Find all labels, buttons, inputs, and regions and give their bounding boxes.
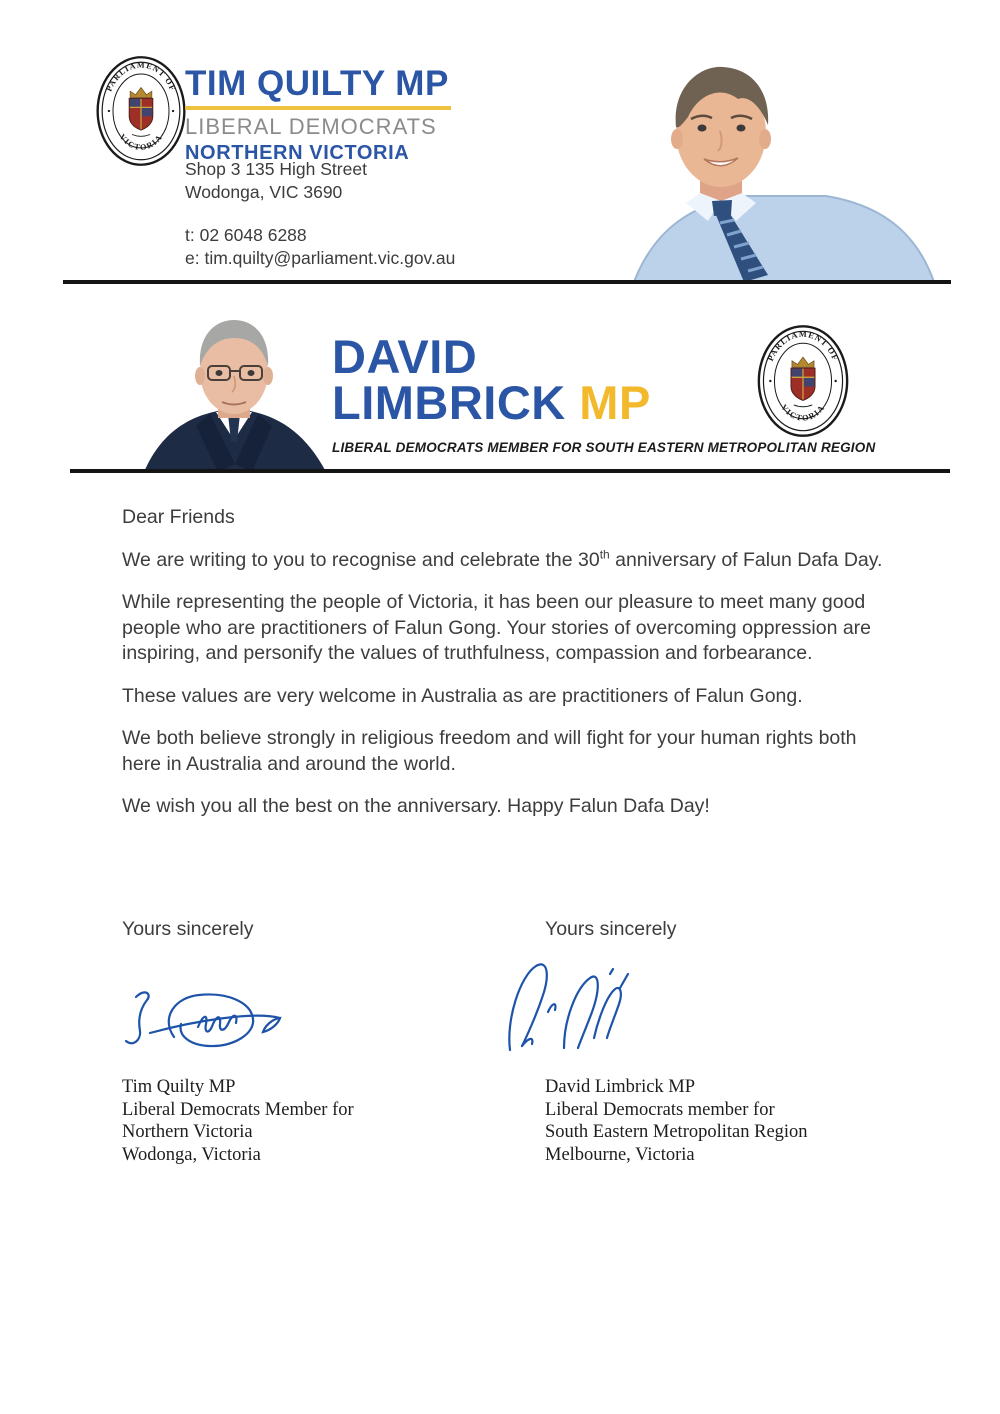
signoff-role-line: Liberal Democrats Member for xyxy=(122,1099,354,1120)
david-signoff-block xyxy=(545,1076,808,1166)
david-limbrick-photo xyxy=(140,314,330,472)
parliament-of-victoria-seal xyxy=(88,55,194,167)
signoff-region-line: South Eastern Metropolitan Region xyxy=(545,1122,808,1142)
signoff-name: David Limbrick MP xyxy=(545,1077,696,1097)
salutation: Dear Friends xyxy=(122,506,235,528)
seal-top-text: PARLIAMENT OF xyxy=(765,329,841,363)
tim-signoff-block xyxy=(122,1076,354,1166)
paragraph-anniversary xyxy=(122,548,884,574)
tim-party-label: LIBERAL DEMOCRATS xyxy=(185,114,437,139)
tim-quilty-signature xyxy=(122,975,307,1060)
seal-bottom-text: VICTORIA xyxy=(117,132,165,153)
tim-region-label: NORTHERN VICTORIA xyxy=(185,142,410,165)
para1-text-after: anniversary of Falun Dafa Day. xyxy=(609,548,883,571)
david-limbrick-name xyxy=(332,330,772,430)
address-line-2: Wodonga, VIC 3690 xyxy=(185,182,343,202)
mp-suffix: MP xyxy=(565,376,651,430)
office-contact xyxy=(185,224,455,270)
office-address xyxy=(185,158,367,204)
tim-quilty-name: TIM QUILTY MP xyxy=(185,64,449,103)
david-tagline: LIBERAL DEMOCRATS MEMBER FOR SOUTH EASTERN METROPOLITAN REGION xyxy=(332,440,876,455)
paragraph-victoria: While representing the people of Victoria, it has been our pleasure to meet many good people who are practitioners of Falun Gong. Your stories of overcoming oppression are inspiring, and personify the values of truthfulness, compassion and forbearance. xyxy=(122,591,872,664)
letter-body xyxy=(122,505,884,837)
seal-top-text: PARLIAMENT OF xyxy=(104,60,178,93)
phone-line: t: 02 6048 6288 xyxy=(185,225,307,245)
para1-text: We are writing to you to recognise and celebrate the 30 xyxy=(122,548,600,571)
seal-bottom-text: VICTORIA xyxy=(779,402,827,423)
ordinal-superscript: th xyxy=(599,547,610,561)
header-divider-line xyxy=(63,280,951,284)
signoff-region-line: Northern Victoria xyxy=(122,1122,253,1142)
closing-left: Yours sincerely xyxy=(122,918,254,940)
signoff-city-line: Wodonga, Victoria xyxy=(122,1144,261,1165)
parliament-of-victoria-seal-right xyxy=(757,321,849,441)
paragraph-values: These values are very welcome in Australia as are practitioners of Falun Gong. xyxy=(122,684,803,707)
signoff-name: Tim Quilty MP xyxy=(122,1077,236,1097)
yellow-rule xyxy=(185,106,451,110)
paragraph-freedom: We both believe strongly in religious freedom and will fight for your human rights both here in Australia and around the world. xyxy=(122,727,857,775)
david-first-name: DAVID xyxy=(332,330,478,383)
signoff-city-line: Melbourne, Victoria xyxy=(545,1144,695,1165)
header2-divider-line xyxy=(70,469,950,473)
david-limbrick-signature xyxy=(498,950,650,1062)
tim-quilty-photo xyxy=(628,53,940,282)
email-line[interactable]: e: tim.quilty@parliament.vic.gov.au xyxy=(185,248,456,268)
david-last-name: LIMBRICK xyxy=(332,376,566,430)
address-line-1: Shop 3 135 High Street xyxy=(185,159,367,179)
paragraph-wishes: We wish you all the best on the anniversary. Happy Falun Dafa Day! xyxy=(122,795,710,817)
closing-right: Yours sincerely xyxy=(545,918,677,940)
signoff-role-line: Liberal Democrats member for xyxy=(545,1099,775,1120)
